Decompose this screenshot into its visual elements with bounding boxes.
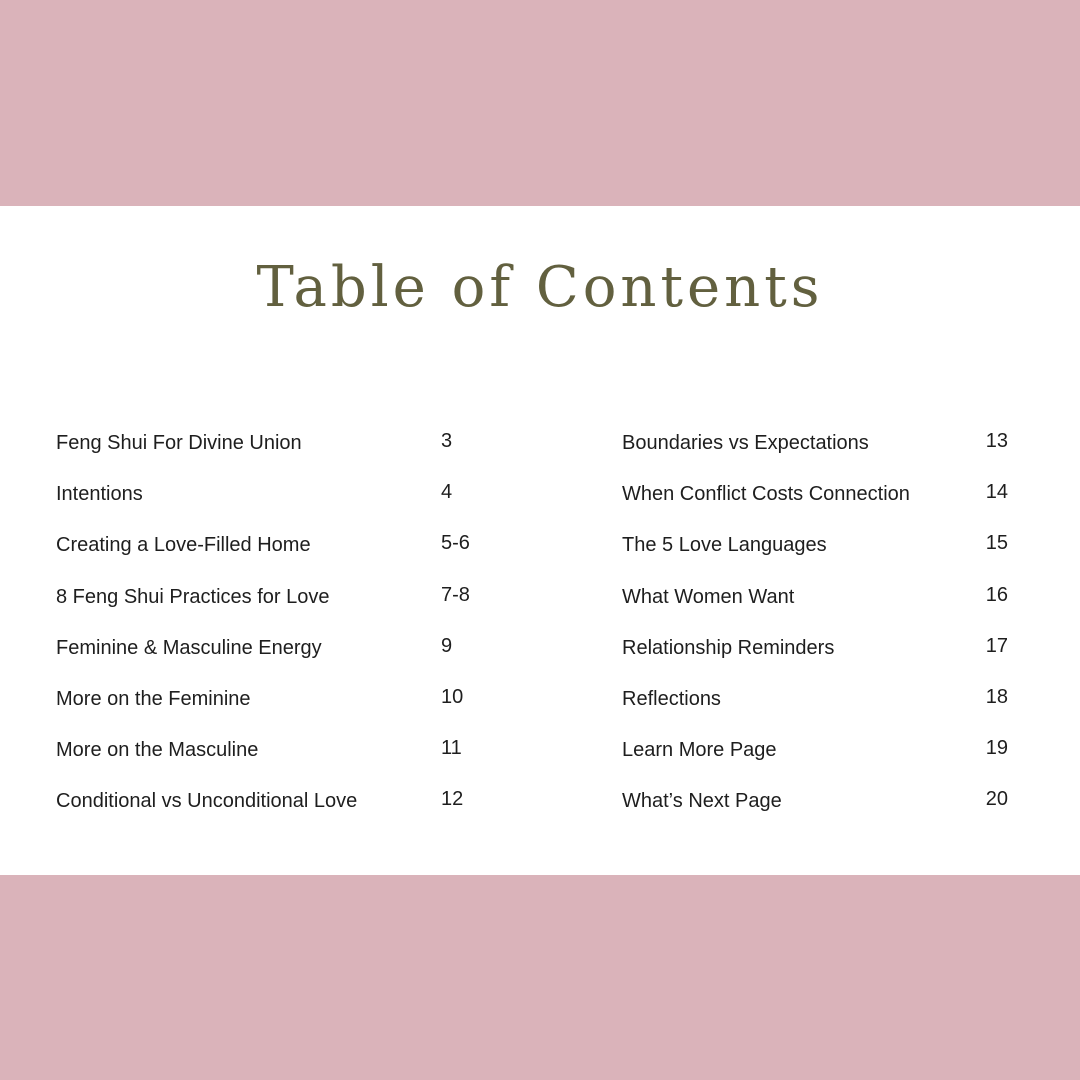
toc-entry-label: More on the Masculine <box>56 739 259 762</box>
toc-entry-page: 12 <box>441 788 464 811</box>
toc-entry[interactable] <box>56 785 496 836</box>
toc-entry[interactable] <box>622 529 1022 580</box>
toc-entry[interactable] <box>56 529 496 580</box>
toc-entry-label: Feng Shui For Divine Union <box>56 432 302 454</box>
toc-entry-label: Reflections <box>622 687 721 710</box>
page-title: Table of Contents <box>256 255 824 320</box>
toc-entry-label: When Conflict Costs Connection <box>622 483 910 506</box>
toc-entry-page: 11 <box>441 737 462 760</box>
toc-entry[interactable] <box>622 427 1022 478</box>
top-band <box>0 0 1080 206</box>
toc-entry-label: 8 Feng Shui Practices for Love <box>56 585 330 608</box>
toc-entry[interactable] <box>622 581 1022 632</box>
toc-entry-label: What Women Want <box>622 585 795 608</box>
toc-entry[interactable] <box>56 632 496 683</box>
toc-entry[interactable] <box>622 632 1022 683</box>
toc-entry-page: 16 <box>985 583 1008 606</box>
toc-entry-label: Intentions <box>56 483 143 506</box>
toc-right-column <box>622 427 1022 837</box>
toc-left-column <box>56 427 496 837</box>
toc-entry-page: 13 <box>985 430 1008 452</box>
toc-entry[interactable] <box>56 683 496 734</box>
toc-entry-label: Boundaries vs Expectations <box>622 432 869 454</box>
bottom-band <box>0 875 1080 1080</box>
toc-entry-page: 9 <box>441 634 453 657</box>
toc-entry-label: More on the Feminine <box>56 687 251 710</box>
toc-entry-page: 7-8 <box>441 583 470 606</box>
toc-entry-page: 18 <box>985 685 1008 708</box>
toc-entry-page: 4 <box>441 481 453 504</box>
toc-entry[interactable] <box>622 785 1022 836</box>
toc-entry[interactable] <box>56 581 496 632</box>
toc-entry-page: 15 <box>985 532 1008 555</box>
toc-entry-page: 5-6 <box>441 532 470 555</box>
toc-entry-page: 20 <box>985 788 1008 811</box>
toc-entry[interactable] <box>56 478 496 529</box>
toc-entry[interactable] <box>622 478 1022 529</box>
toc-entry-label: Learn More Page <box>622 739 777 762</box>
toc-entry-page: 19 <box>985 737 1008 760</box>
toc-entry[interactable] <box>56 427 496 478</box>
toc-entry-label: What’s Next Page <box>622 790 782 813</box>
toc-entry-label: Creating a Love-Filled Home <box>56 534 311 557</box>
toc-entry-page: 14 <box>985 481 1008 504</box>
toc-entry-page: 10 <box>441 685 464 708</box>
toc-entry[interactable] <box>56 734 496 785</box>
toc-entry-label: Feminine & Masculine Energy <box>56 636 322 659</box>
toc-entry-label: The 5 Love Languages <box>622 534 827 557</box>
toc-entry[interactable] <box>622 734 1022 785</box>
toc-entry-label: Relationship Reminders <box>622 636 835 659</box>
toc-entry-label: Conditional vs Unconditional Love <box>56 790 358 813</box>
toc-entry[interactable] <box>622 683 1022 734</box>
toc-entry-page: 17 <box>985 634 1008 657</box>
toc-entry-page: 3 <box>441 430 453 452</box>
